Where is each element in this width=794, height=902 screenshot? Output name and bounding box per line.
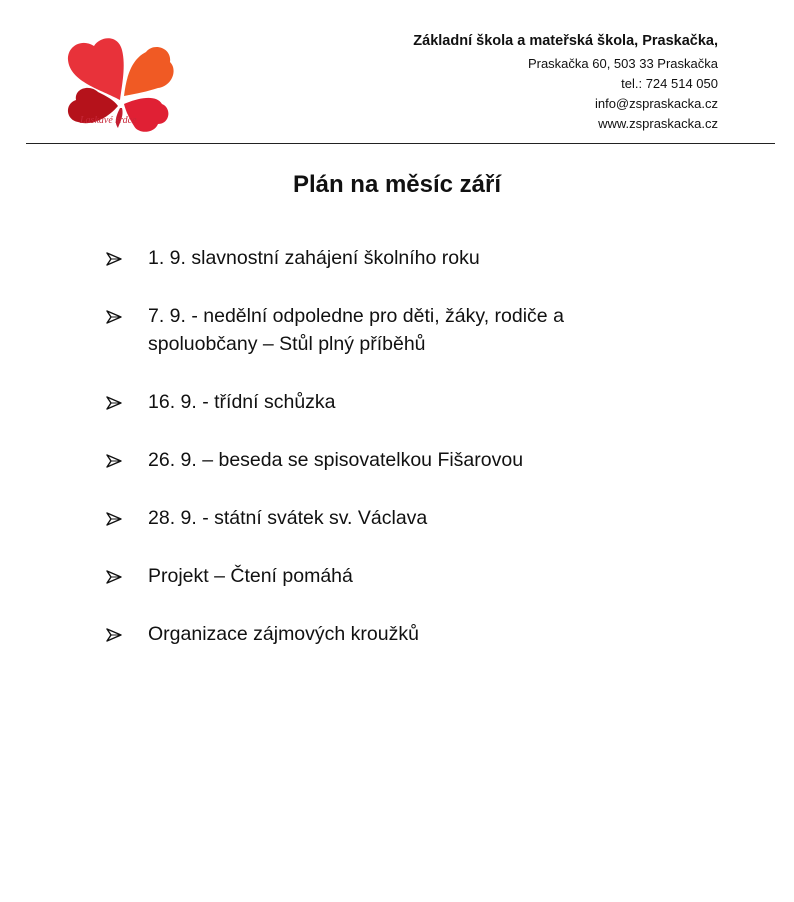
school-header <box>413 31 718 134</box>
list-item-text: 16. 9. - třídní schůzka <box>148 391 336 413</box>
list-item <box>104 388 664 416</box>
list-item-text: 26. 9. – beseda se spisovatelkou Fišarovou <box>148 449 524 471</box>
school-name: Základní škola a mateřská škola, Praskačka, <box>413 33 718 49</box>
page-title: Plán na měsíc září <box>292 171 502 198</box>
list-item <box>104 302 664 358</box>
school-phone: tel.: 724 514 050 <box>621 76 718 91</box>
arrow-bullet-icon <box>106 388 124 410</box>
header-divider <box>26 143 775 144</box>
arrow-bullet-icon <box>106 446 124 468</box>
plan-list <box>104 244 664 648</box>
list-item-text: 7. 9. - nedělní odpoledne pro děti, žáky, rodiče a <box>148 305 564 327</box>
arrow-bullet-icon <box>106 302 124 324</box>
school-web: www.zspraskacka.cz <box>598 116 718 131</box>
school-address: Praskačka 60, 503 33 Praskačka <box>527 56 718 71</box>
list-item <box>104 244 664 272</box>
list-item <box>104 446 664 474</box>
school-email: info@zspraskacka.cz <box>594 96 718 111</box>
list-item <box>104 504 664 532</box>
list-item-text: 28. 9. - státní svátek sv. Václava <box>148 507 428 529</box>
logo-caption: Laskavé srdce <box>80 115 137 126</box>
arrow-bullet-icon <box>106 620 124 642</box>
list-item <box>104 562 664 590</box>
list-item-text: 1. 9. slavnostní zahájení školního roku <box>148 247 480 269</box>
list-item <box>104 620 664 648</box>
list-item-text: Organizace zájmových kroužků <box>148 623 419 645</box>
list-item-text: Projekt – Čtení pomáhá <box>148 565 353 587</box>
arrow-bullet-icon <box>106 504 124 526</box>
list-item-text-continued: spoluobčany – Stůl plný příběhů <box>148 333 426 355</box>
arrow-bullet-icon <box>106 562 124 584</box>
arrow-bullet-icon <box>106 244 124 266</box>
